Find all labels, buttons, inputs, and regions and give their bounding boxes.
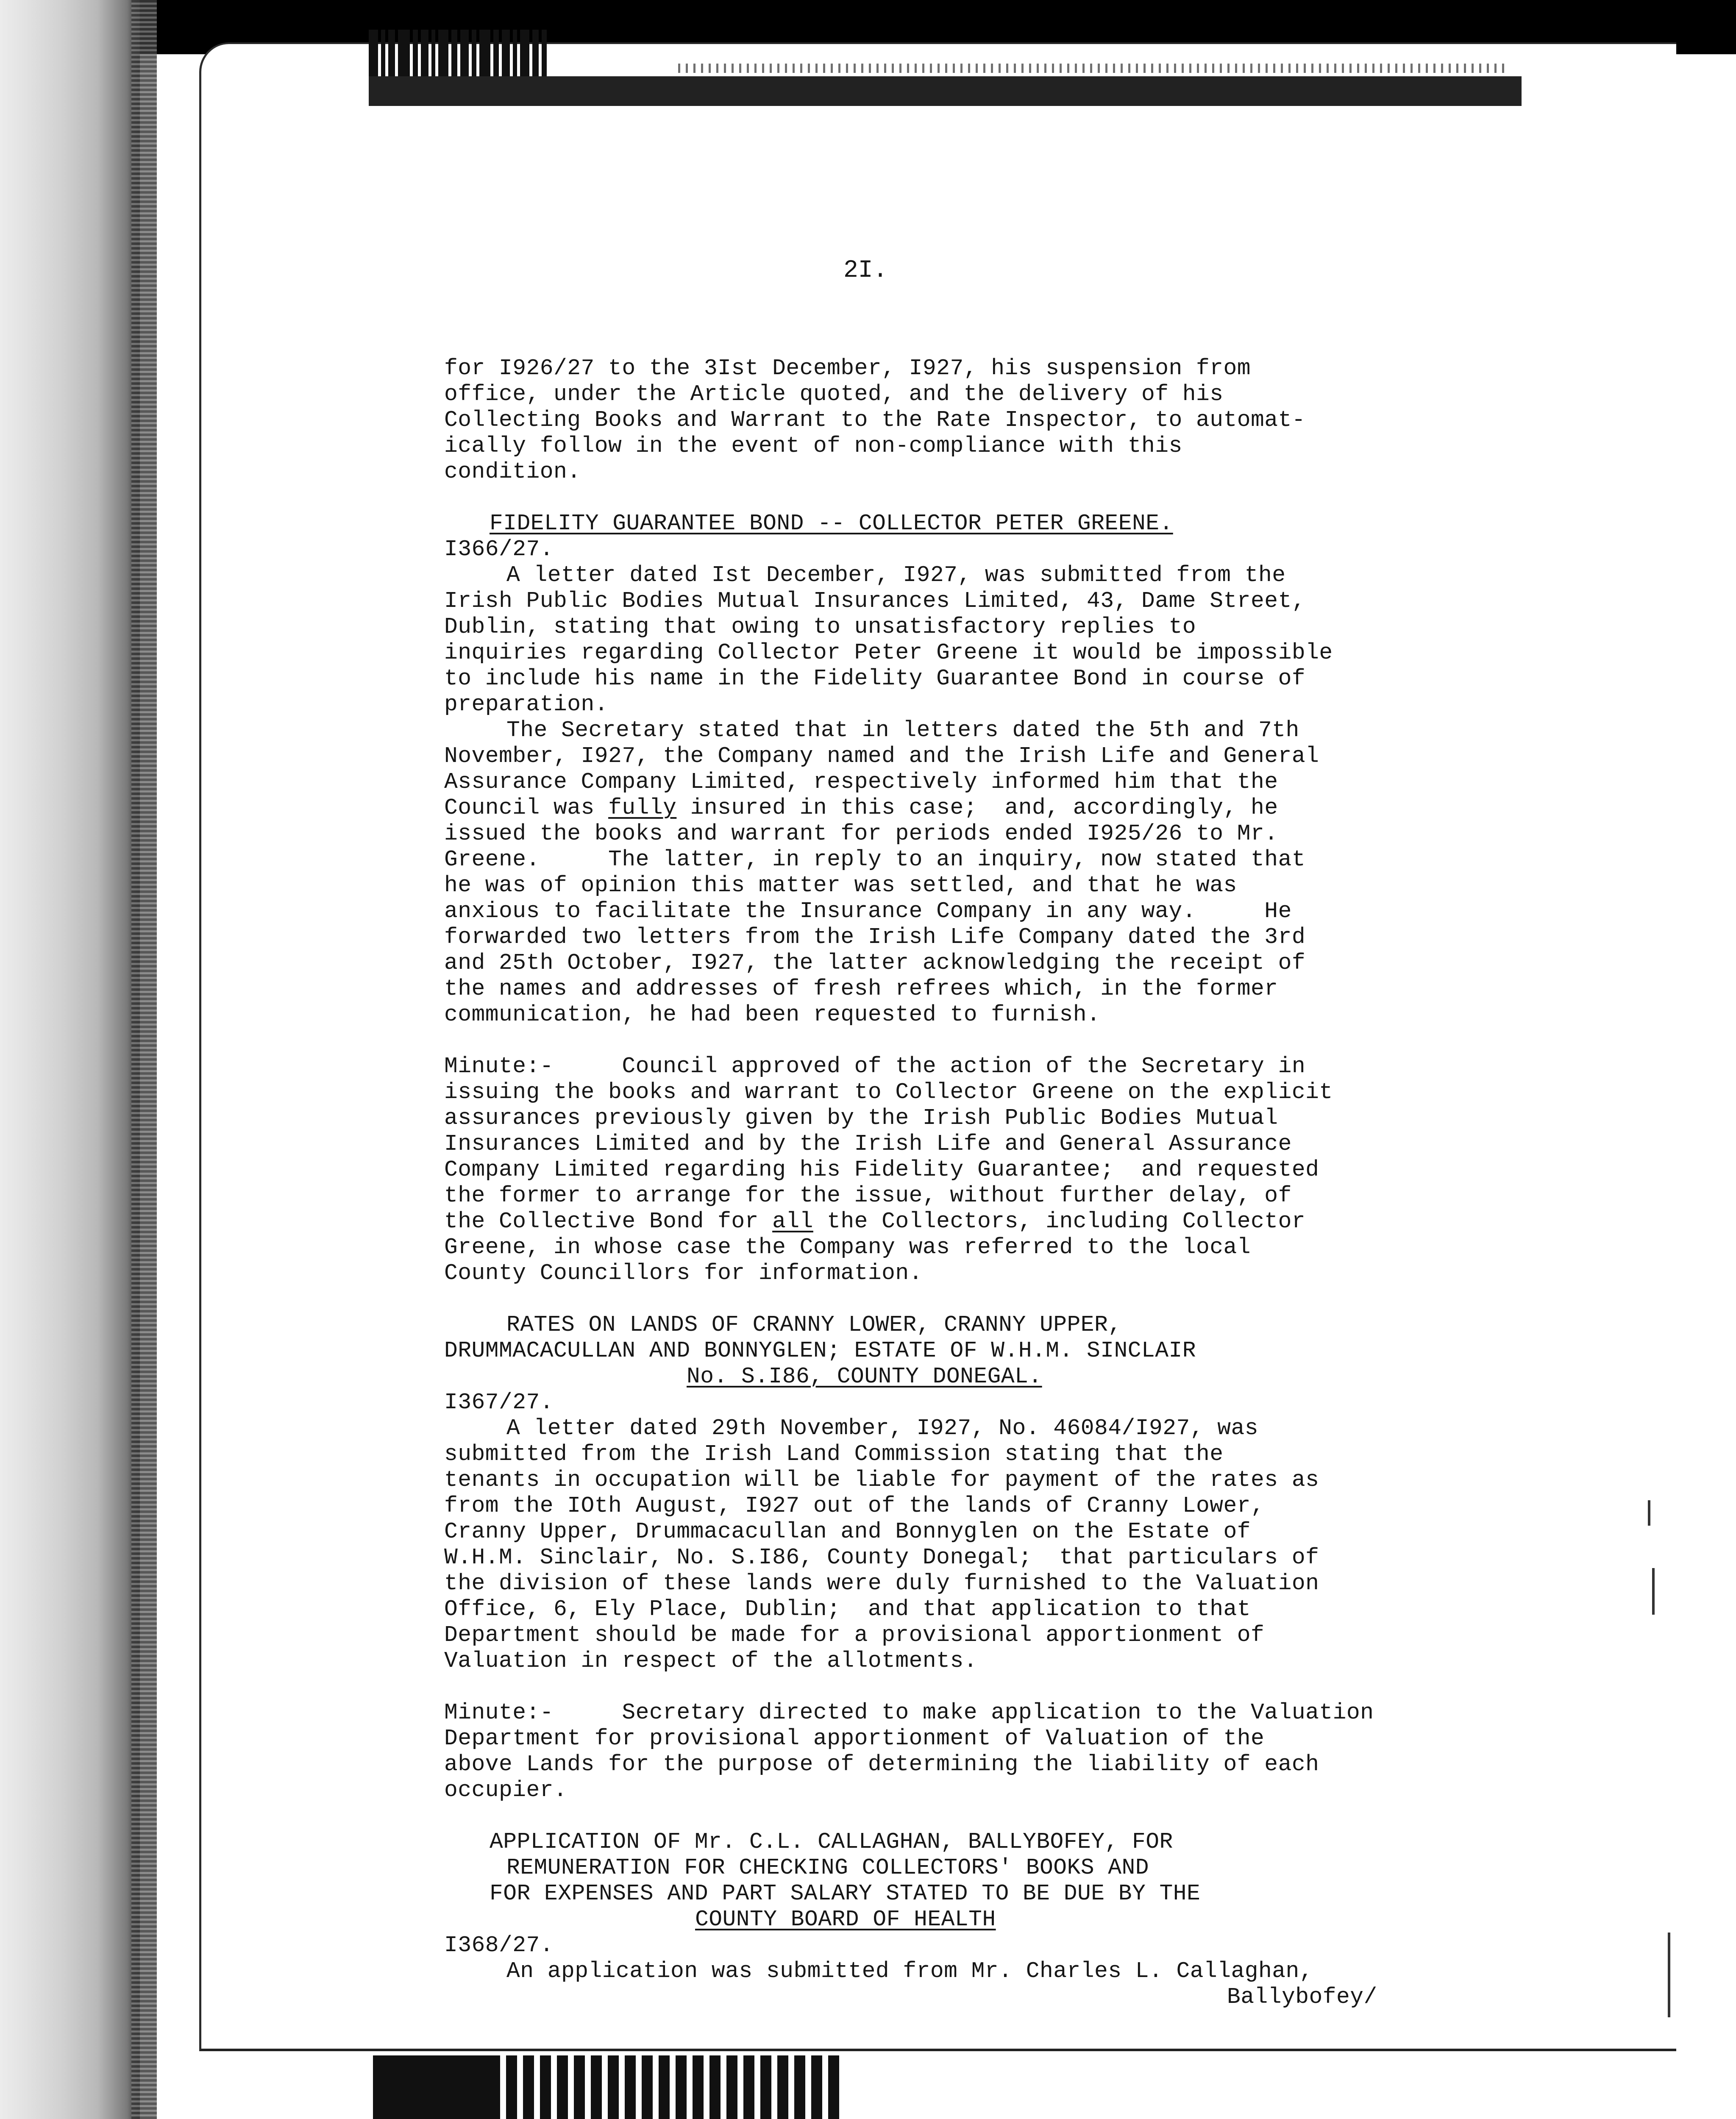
bottom-barcode-artifact — [500, 2055, 839, 2119]
text-line: APPLICATION OF Mr. C.L. CALLAGHAN, BALLYBOFEY, FOR — [490, 1829, 1173, 1855]
text-line: from the IOth August, I927 out of the lands of Cranny Lower, — [444, 1493, 1265, 1518]
text-line: No. S.I86, COUNTY DONEGAL. — [687, 1364, 1042, 1389]
text-line: Ballybofey/ — [1227, 1984, 1377, 2010]
text-line: tenants in occupation will be liable for payment of the rates as — [444, 1467, 1319, 1493]
text-line: Greene, in whose case the Company was referred to the local — [444, 1235, 1251, 1260]
text-line: A letter dated 29th November, I927, No. 46084/I927, was — [506, 1415, 1259, 1441]
text-line: Department should be made for a provisional apportionment of — [444, 1622, 1265, 1648]
text-line: assurances previously given by the Irish Public Bodies Mutual — [444, 1105, 1278, 1131]
text-line: Dublin, stating that owing to unsatisfactory replies to — [444, 614, 1196, 640]
text-line: FIDELITY GUARANTEE BOND -- COLLECTOR PETER GREENE. — [490, 511, 1173, 536]
text-line: the division of these lands were duly furnished to the Valuation — [444, 1571, 1319, 1596]
text-line: RATES ON LANDS OF CRANNY LOWER, CRANNY UPPER, — [506, 1312, 1122, 1338]
text-line: A letter dated Ist December, I927, was submitted from the — [506, 562, 1286, 588]
text-line: the Collective Bond for all the Collectors, including Collector — [444, 1209, 1306, 1234]
underlined-word: fully — [608, 795, 677, 820]
text-line: FOR EXPENSES AND PART SALARY STATED TO BE DUE BY THE — [490, 1881, 1201, 1906]
text-line: and 25th October, I927, the latter acknowledging the receipt of — [444, 950, 1306, 976]
text-line: issued the books and warrant for periods ended I925/26 to Mr. — [444, 821, 1278, 846]
scan-binding-shadow — [0, 0, 140, 2119]
text-line: Minute:- Council approved of the action of the Secretary in — [444, 1054, 1306, 1079]
text-line: COUNTY BOARD OF HEALTH — [695, 1907, 996, 1932]
text-line: the names and addresses of fresh refrees which, in the former — [444, 976, 1278, 1001]
text-line: Valuation in respect of the allotments. — [444, 1648, 977, 1674]
text-line: Irish Public Bodies Mutual Insurances Limited, 43, Dame Street, — [444, 588, 1306, 614]
underlined-word: all — [772, 1209, 813, 1234]
top-edge-shadow — [369, 76, 1522, 106]
text-line: Greene. The latter, in reply to an inquiry, now stated that — [444, 847, 1306, 872]
text-line: preparation. — [444, 692, 609, 717]
text-line: Company Limited regarding his Fidelity Guarantee; and requested — [444, 1157, 1319, 1182]
text-line: to include his name in the Fidelity Guarantee Bond in course of — [444, 666, 1306, 691]
top-noise-strip — [678, 64, 1505, 73]
page-number: 2I. — [843, 257, 888, 284]
text-line: I366/27. — [444, 537, 554, 562]
text-line: for I926/27 to the 3Ist December, I927, his suspension from — [444, 356, 1251, 381]
text-line: Insurances Limited and by the Irish Life and General Assurance — [444, 1131, 1292, 1157]
text-line: forwarded two letters from the Irish Life Company dated the 3rd — [444, 924, 1306, 950]
text-line: An application was submitted from Mr. Charles L. Callaghan, — [506, 1958, 1313, 1984]
text-line: anxious to facilitate the Insurance Company in any way. He — [444, 898, 1292, 924]
scan-binding-streaks — [131, 0, 157, 2119]
text-line: ically follow in the event of non-compliance with this — [444, 433, 1182, 459]
text-line: occupier. — [444, 1777, 568, 1803]
text-line: communication, he had been requested to furnish. — [444, 1002, 1101, 1027]
text-line: Assurance Company Limited, respectively informed him that the — [444, 769, 1278, 795]
text-line: Office, 6, Ely Place, Dublin; and that application to that — [444, 1596, 1251, 1622]
text-line: Council was fully insured in this case; and, accordingly, he — [444, 795, 1278, 820]
text-line: submitted from the Irish Land Commission stating that the — [444, 1441, 1224, 1467]
text-line: Department for provisional apportionment of Valuation of the — [444, 1726, 1265, 1751]
text-line: above Lands for the purpose of determining the liability of each — [444, 1752, 1319, 1777]
text-line: I368/27. — [444, 1933, 554, 1958]
text-line: inquiries regarding Collector Peter Greene it would be impossible — [444, 640, 1333, 665]
text-line: DRUMMACACULLAN AND BONNYGLEN; ESTATE OF W.H.M. SINCLAIR — [444, 1338, 1196, 1363]
text-line: condition. — [444, 459, 581, 484]
text-line: November, I927, the Company named and the Irish Life and General — [444, 743, 1319, 769]
text-line: Collecting Books and Warrant to the Rate Inspector, to automat- — [444, 407, 1306, 433]
text-line: The Secretary stated that in letters dated the 5th and 7th — [506, 717, 1299, 743]
text-line: he was of opinion this matter was settled, and that he was — [444, 873, 1237, 898]
text-line: office, under the Article quoted, and the delivery of his — [444, 381, 1224, 407]
text-line: REMUNERATION FOR CHECKING COLLECTORS' BOOKS AND — [506, 1855, 1149, 1880]
text-line: County Councillors for information. — [444, 1260, 923, 1286]
top-barcode-artifact — [369, 30, 665, 76]
text-line: I367/27. — [444, 1390, 554, 1415]
text-line: Cranny Upper, Drummacacullan and Bonnyglen on the Estate of — [444, 1519, 1251, 1544]
text-line: Minute:- Secretary directed to make application to the Valuation — [444, 1700, 1374, 1725]
text-line: the former to arrange for the issue, without further delay, of — [444, 1183, 1292, 1208]
text-line: issuing the books and warrant to Collector Greene on the explicit — [444, 1079, 1333, 1105]
text-line: W.H.M. Sinclair, No. S.I86, County Donegal; that particulars of — [444, 1545, 1319, 1570]
